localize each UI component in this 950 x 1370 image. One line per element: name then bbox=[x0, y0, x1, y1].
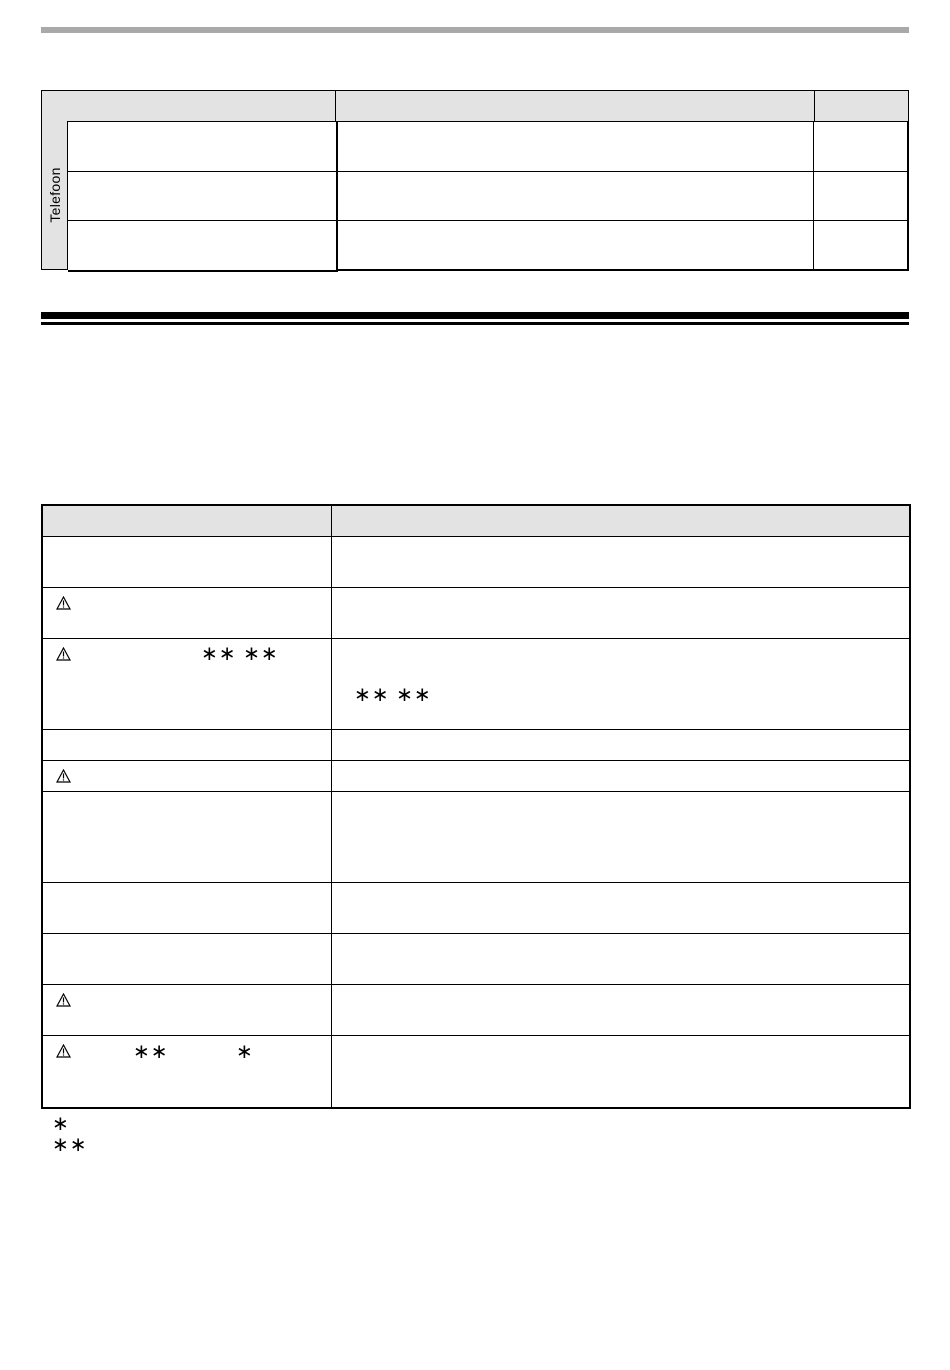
table-row bbox=[43, 588, 909, 639]
table-row bbox=[43, 537, 909, 588]
header-divider bbox=[335, 91, 336, 121]
table-row-divider bbox=[68, 220, 909, 221]
side-tab bbox=[41, 121, 68, 270]
table-row-divider bbox=[68, 171, 909, 172]
footnote-single-asterisk: ∗ bbox=[52, 1113, 70, 1135]
double-asterisk-marker: ∗∗ ∗∗ bbox=[201, 643, 279, 665]
warning-triangle-icon bbox=[56, 1044, 71, 1058]
warning-triangle-icon bbox=[56, 993, 71, 1007]
section-heading-bar bbox=[41, 312, 909, 325]
telephone-column-a bbox=[68, 121, 338, 272]
column-divider bbox=[813, 121, 814, 269]
heading-bar-thick bbox=[41, 312, 909, 319]
heading-bar-thin bbox=[41, 322, 909, 325]
double-asterisk-marker: ∗∗ ∗∗ bbox=[354, 684, 432, 706]
table-row bbox=[43, 761, 909, 792]
side-tab-label: Telefoon bbox=[46, 167, 63, 223]
telephone-table bbox=[41, 90, 909, 271]
table-row bbox=[43, 1036, 909, 1107]
warning-triangle-icon bbox=[56, 647, 71, 661]
message-table-header bbox=[43, 506, 909, 537]
footnote-double-asterisk: ∗∗ bbox=[52, 1134, 88, 1156]
table-row bbox=[43, 639, 909, 730]
table-row bbox=[43, 934, 909, 985]
telephone-column-b bbox=[338, 121, 909, 271]
top-rule bbox=[41, 27, 909, 33]
table-row bbox=[43, 985, 909, 1036]
table-row bbox=[43, 883, 909, 934]
telephone-table-header bbox=[41, 90, 909, 122]
warning-triangle-icon bbox=[56, 769, 71, 783]
table-row bbox=[43, 730, 909, 761]
double-asterisk-marker: ∗∗ bbox=[133, 1041, 169, 1063]
single-asterisk-marker: ∗ bbox=[236, 1041, 254, 1063]
telephone-table-body bbox=[41, 121, 909, 271]
column-divider bbox=[331, 506, 332, 1107]
warning-triangle-icon bbox=[56, 596, 71, 610]
header-divider bbox=[814, 91, 815, 121]
message-table bbox=[41, 504, 911, 1109]
table-row bbox=[43, 792, 909, 883]
